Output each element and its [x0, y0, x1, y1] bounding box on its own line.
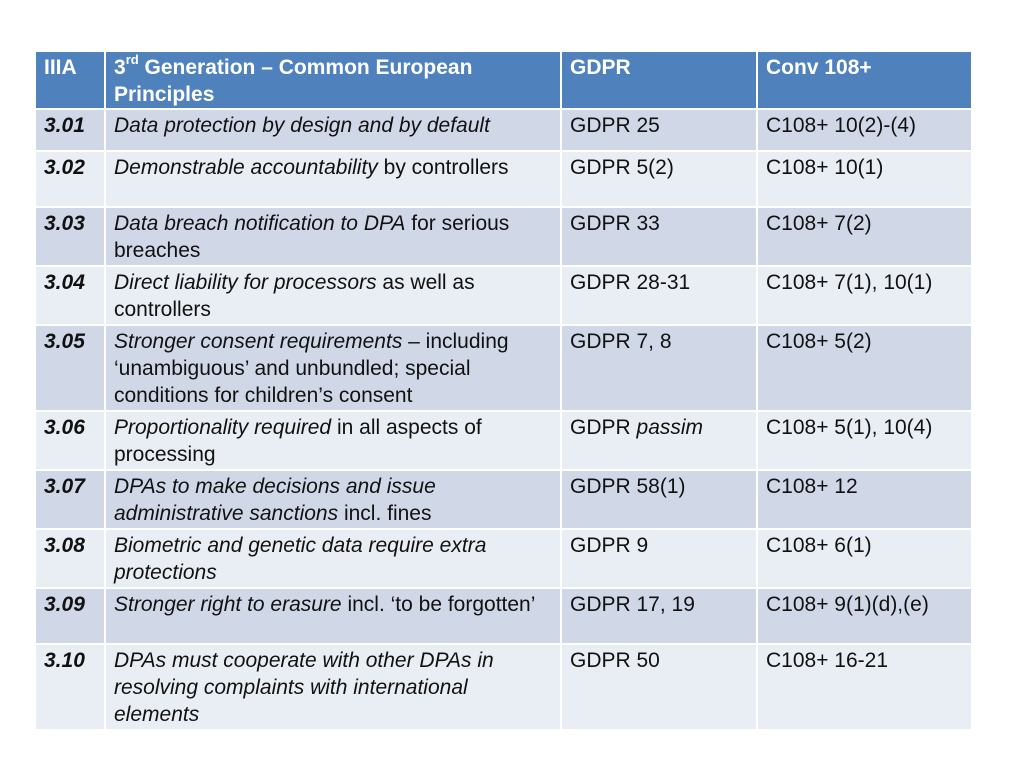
gdpr-cell: GDPR 33	[561, 207, 757, 266]
header-conv108: Conv 108+	[757, 51, 972, 109]
conv108-cell: C108+ 5(1), 10(4)	[757, 411, 972, 470]
principle-cell: DPAs must cooperate with other DPAs in resolving complaints with international elements	[105, 644, 561, 730]
row-number: 3.09	[35, 588, 105, 644]
conv108-cell: C108+ 9(1)(d),(e)	[757, 588, 972, 644]
conv108-cell: C108+ 5(2)	[757, 325, 972, 411]
header-principles: 3rd Generation – Common European Principles	[105, 51, 561, 109]
gdpr-cell: GDPR 9	[561, 529, 757, 588]
gdpr-cell: GDPR 7, 8	[561, 325, 757, 411]
gdpr-cell: GDPR 28-31	[561, 266, 757, 325]
row-number: 3.10	[35, 644, 105, 730]
table-row	[35, 266, 972, 325]
gdpr-cell: GDPR 25	[561, 109, 757, 151]
principle-cell: Data breach notification to DPA for serious breaches	[105, 207, 561, 266]
principle-cell: Biometric and genetic data require extra protections	[105, 529, 561, 588]
table-row	[35, 529, 972, 588]
table-header-row	[35, 51, 972, 109]
row-number: 3.01	[35, 109, 105, 151]
conv108-cell: C108+ 12	[757, 470, 972, 529]
table-row	[35, 588, 972, 644]
conv108-cell: C108+ 16-21	[757, 644, 972, 730]
table-row	[35, 325, 972, 411]
gdpr-cell: GDPR 17, 19	[561, 588, 757, 644]
row-number: 3.08	[35, 529, 105, 588]
table-row	[35, 470, 972, 529]
gdpr-cell: GDPR 50	[561, 644, 757, 730]
principle-cell: Data protection by design and by default	[105, 109, 561, 151]
conv108-cell: C108+ 10(2)-(4)	[757, 109, 972, 151]
conv108-cell: C108+ 10(1)	[757, 151, 972, 207]
principle-cell: Direct liability for processors as well as controllers	[105, 266, 561, 325]
row-number: 3.06	[35, 411, 105, 470]
principles-table	[34, 50, 973, 731]
principle-cell: Proportionality required in all aspects of processing	[105, 411, 561, 470]
header-gdpr: GDPR	[561, 51, 757, 109]
conv108-cell: C108+ 6(1)	[757, 529, 972, 588]
row-number: 3.07	[35, 470, 105, 529]
principle-cell: Stronger right to erasure incl. ‘to be forgotten’	[105, 588, 561, 644]
row-number: 3.05	[35, 325, 105, 411]
table-row	[35, 411, 972, 470]
gdpr-cell: GDPR 58(1)	[561, 470, 757, 529]
conv108-cell: C108+ 7(1), 10(1)	[757, 266, 972, 325]
conv108-cell: C108+ 7(2)	[757, 207, 972, 266]
principle-cell: DPAs to make decisions and issue administrative sanctions incl. fines	[105, 470, 561, 529]
gdpr-cell: GDPR 5(2)	[561, 151, 757, 207]
row-number: 3.02	[35, 151, 105, 207]
table-row	[35, 109, 972, 151]
header-section-id: IIIA	[35, 51, 105, 109]
row-number: 3.03	[35, 207, 105, 266]
table-row	[35, 644, 972, 730]
gdpr-cell: GDPR passim	[561, 411, 757, 470]
table-row	[35, 207, 972, 266]
table-row	[35, 151, 972, 207]
principle-cell: Stronger consent requirements – including ‘unambiguous’ and unbundled; special conditions for children’s consent	[105, 325, 561, 411]
principle-cell: Demonstrable accountability by controllers	[105, 151, 561, 207]
row-number: 3.04	[35, 266, 105, 325]
